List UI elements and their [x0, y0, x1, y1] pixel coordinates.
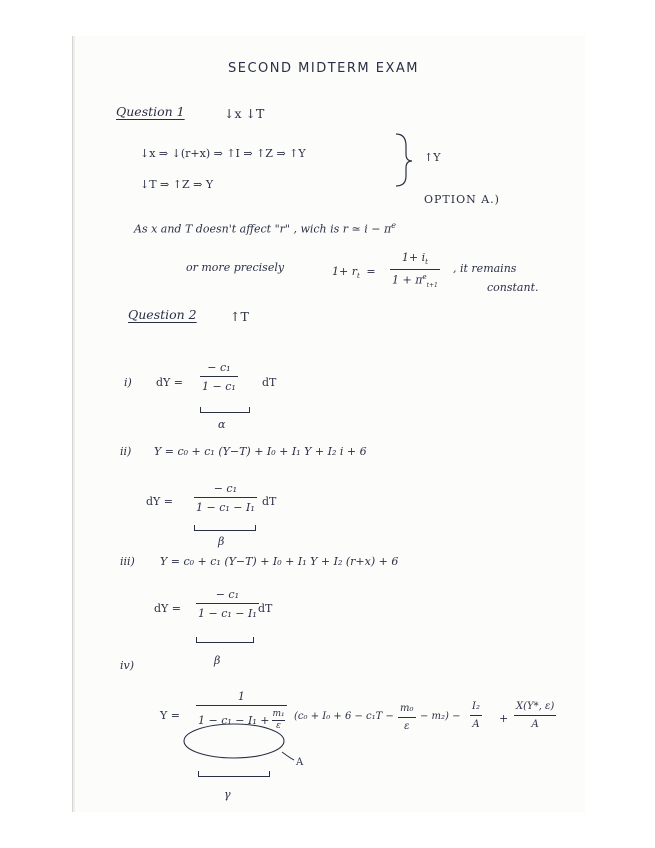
q1-chain-2: ↓T ⇒ ↑Z ⇒ Y	[140, 178, 214, 191]
q2-ii-equation: Y = c₀ + c₁ (Y−T) + I₀ + I₁ Y + I₂ i + 6	[154, 445, 367, 458]
q2-iv-underbrace	[198, 776, 270, 777]
q2-iii-label: iii)	[120, 555, 135, 568]
q1-precise-eq: =	[366, 265, 376, 278]
q1-explanation-sup: e	[391, 221, 396, 230]
q2-iv-plus: +	[499, 712, 509, 725]
q2-iv-underbrace-left	[198, 771, 199, 777]
q2-iv-lhs: Y =	[160, 709, 180, 722]
q2-iv-m0-num: m₀	[400, 703, 414, 714]
q2-iii-num: − c₁	[215, 588, 240, 601]
q1-precise-lhs-text: 1+ r	[332, 265, 357, 278]
q2-i-rhs: dT	[262, 376, 277, 389]
q1-result: ↑Y	[424, 151, 441, 164]
page-title: SECOND MIDTERM EXAM	[228, 61, 419, 76]
q1-precise-den: $1 + \pi^e_{t+1}$	[392, 273, 438, 290]
q1-heading-marks: ↓x ↓T	[224, 106, 265, 121]
q2-iv-den-text: 1 − c₁ − I₁ +	[198, 714, 270, 727]
q1-explanation-text: As x and T doesn't affect "r" , wich is r ≃ i − π	[134, 222, 392, 236]
q2-iv-num: 1	[237, 690, 245, 703]
q1-chain-1: ↓x ⇒ ↓(r+x) ⇒ ↑I ⇒ ↑Z ⇒ ↑Y	[140, 147, 306, 160]
q1-precise-num: $1+ i_t$	[401, 251, 428, 267]
q2-iii-equation: Y = c₀ + c₁ (Y−T) + I₀ + I₁ Y + I₂ (r+x) + 6	[160, 555, 399, 568]
q2-iv-x-num: X(Y*, ε)	[516, 701, 555, 712]
q2-iv-m0-fraction	[398, 704, 416, 732]
q2-iv-i2-fraction	[470, 702, 482, 730]
q2-ii-den: 1 − c₁ − I₁	[196, 501, 255, 514]
q2-iii-rhs: dT	[258, 602, 273, 615]
q2-iv-i2-num: I₂	[472, 701, 480, 712]
q2-iv-den-sub-den: ε	[276, 721, 281, 731]
q2-heading-marks: ↑T	[230, 309, 249, 324]
q2-iv-brace-label: γ	[224, 788, 231, 801]
q2-iv-underbrace-right	[269, 771, 270, 777]
q2-iv-x-den: A	[531, 719, 539, 730]
q2-iv-x-fraction	[514, 702, 556, 730]
q1-precise-lead: or more precisely	[186, 261, 285, 274]
q2-iii-brace-label: β	[214, 654, 221, 667]
q1-precise-lhs-sub: t	[356, 272, 360, 281]
q1-precise-tail-1: , it remains	[453, 262, 517, 275]
q2-iv-den-sub-num: m₁	[272, 709, 285, 719]
q2-ii-rhs: dT	[262, 495, 277, 508]
q2-i-lhs: dY =	[156, 376, 184, 389]
q2-ii-num: − c₁	[213, 482, 238, 495]
q1-heading: Question 1	[116, 104, 185, 119]
q2-iv-paren-open: (c₀ + I₀ + 6 − c₁T −	[294, 711, 394, 722]
q2-iv-m0-den: ε	[404, 721, 410, 732]
q1-precise-tail-2: constant.	[487, 281, 539, 294]
q2-i-den: 1 − c₁	[202, 380, 236, 393]
q2-iv-label: iv)	[120, 659, 135, 672]
q2-i-label: i)	[124, 376, 132, 389]
q2-heading: Question 2	[128, 307, 197, 322]
q1-option: OPTION A.)	[424, 193, 500, 206]
q2-ii-brace-label: β	[218, 535, 225, 548]
q2-ii-lhs: dY =	[146, 495, 174, 508]
q2-i-num: − c₁	[207, 361, 231, 374]
q2-iv-paren-close: − m₂) −	[420, 711, 461, 722]
q2-iii-lhs: dY =	[154, 602, 182, 615]
q2-iv-circle-label: A	[296, 757, 304, 768]
q2-i-brace-label: α	[218, 418, 226, 431]
q2-ii-label: ii)	[120, 445, 132, 458]
q2-iv-i2-den: A	[472, 719, 480, 730]
q2-iii-den: 1 − c₁ − I₁	[198, 607, 257, 620]
